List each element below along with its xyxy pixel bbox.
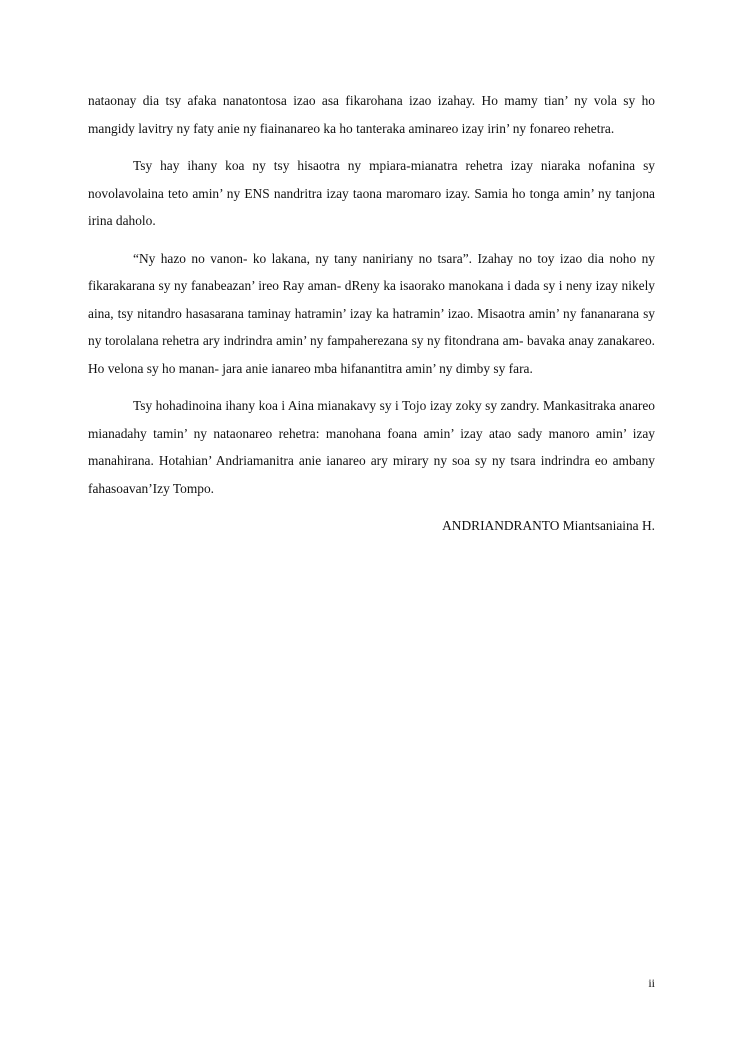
paragraph-parents: “Ny hazo no vanon- ko lakana, ny tany naniriany no tsara”. Izahay no toy izao dia noho ny fikarakarana sy ny fanabeazan’ ireo Ray aman- dReny ka isaorako manokana i dada sy i neny izay nikely aina, tsy nitandro hasasarana taminay hatramin’ izay ka hatramin’ izao. Misaotra amin’ ny fananarana sy ny torolalana rehetra ary indrindra amin’ ny fampaherezana sy ny fitondrana am- bavaka anay zanakareo. Ho velona sy ho manan- jara anie ianareo mba hifanantitra amin’ ny dimby sy fara.: [88, 250, 655, 376]
paragraph-classmates: Tsy hay ihany koa ny tsy hisaotra ny mpiara-mianatra rehetra izay niaraka nofanina sy novolavolaina teto amin’ ny ENS nandritra izay taona maromaro izay. Samia ho tonga amin’ ny tanjona irina daholo.: [88, 158, 655, 228]
paragraph-continuation: nataonay dia tsy afaka nanatontosa izao asa fikarohana izao izahay. Ho mamy tian’ ny vola sy ho mangidy lavitry ny faty anie ny fiainanareo ka ho tanteraka aminareo izay irin’ ny fonareo rehetra.: [88, 93, 655, 136]
acknowledgements-body: [88, 87, 655, 540]
author-signature: ANDRIANDRANTO Miantsaniaina H.: [442, 518, 655, 533]
page-number: ii: [648, 976, 655, 990]
paragraph-siblings: Tsy hohadinoina ihany koa i Aina mianakavy sy i Tojo izay zoky sy zandry. Mankasitraka anareo mianadahy tamin’ ny nataonareo rehetra: manohana foana amin’ izay atao sady manoro amin’ izay manahirana. Hotahian’ Andriamanitra anie ianareo ary mirary ny soa sy ny tsara indrindra eo ambany fahasoavan’Izy Tompo.: [88, 398, 655, 496]
